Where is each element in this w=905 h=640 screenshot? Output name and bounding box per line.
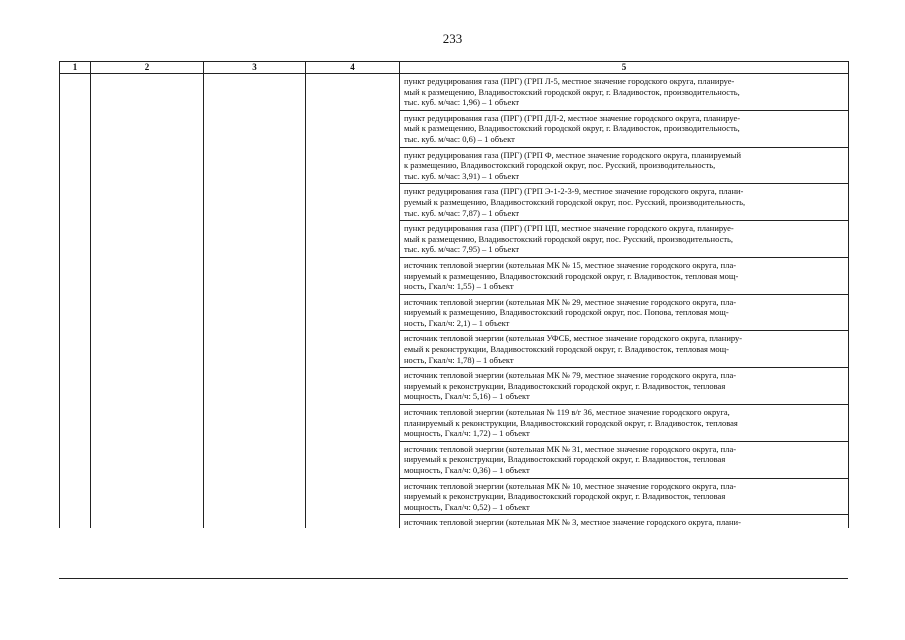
entry-line: нируемый к реконструкции, Владивостокский городской округ, г. Владивосток, тепловая bbox=[404, 380, 726, 391]
entry-line: тыс. куб. м/час: 1,96) – 1 объект bbox=[404, 97, 520, 108]
entry-line: пункт редуцирования газа (ПРГ) (ГРП ЦП, местное значение городского округа, планируе- bbox=[404, 223, 734, 234]
list-item bbox=[400, 515, 848, 528]
entry-line: источник тепловой энергии (котельная МК № 10, местное значение городского округа, пла- bbox=[404, 480, 737, 491]
cell-col-2 bbox=[91, 74, 204, 529]
entry-line: мощность, Гкал/ч: 5,16) – 1 объект bbox=[404, 391, 530, 402]
entry-line: источник тепловой энергии (котельная УФСБ, местное значение городского округа, планиру- bbox=[404, 333, 743, 344]
entry-line: нируемый к размещению, Владивостокский городской округ, пос. Попова, тепловая мощ- bbox=[404, 307, 729, 318]
entry-line: источник тепловой энергии (котельная МК № 15, местное значение городского округа, пла- bbox=[404, 259, 737, 270]
column-header-1: 1 bbox=[60, 62, 91, 74]
entry-line: к размещению, Владивостокский городской округ, пос. Русский, производительность, bbox=[404, 160, 716, 171]
entry-line: источник тепловой энергии (котельная МК № 31, местное значение городского округа, пла- bbox=[404, 443, 737, 454]
entry-line: ность, Гкал/ч: 1,78) – 1 объект bbox=[404, 354, 514, 365]
entry-line: мый к размещению, Владивостокский городской округ, г. Владивосток, производительность, bbox=[404, 123, 740, 134]
table-bottom-border bbox=[59, 578, 848, 579]
entry-line: нируемый к размещению, Владивостокский городской округ, г. Владивосток, тепловая мощ- bbox=[404, 270, 739, 281]
list-item bbox=[400, 258, 848, 295]
column-header-2: 2 bbox=[91, 62, 204, 74]
list-item bbox=[400, 111, 848, 148]
list-item bbox=[400, 368, 848, 405]
entry-line: мый к размещению, Владивостокский городской округ, г. Владивосток, производительность, bbox=[404, 86, 740, 97]
entry-line: ность, Гкал/ч: 2,1) – 1 объект bbox=[404, 317, 510, 328]
list-item bbox=[400, 74, 848, 111]
cell-col-3 bbox=[204, 74, 306, 529]
cell-col-1 bbox=[60, 74, 91, 529]
list-item bbox=[400, 221, 848, 258]
column-header-4: 4 bbox=[306, 62, 400, 74]
list-item bbox=[400, 405, 848, 442]
entries-list bbox=[400, 74, 848, 528]
entry-line: пункт редуцирования газа (ПРГ) (ГРП Э-1-2-3-9, местное значение городского округа, плани- bbox=[404, 186, 744, 197]
entry-line: мый к размещению, Владивостокский городской округ, пос. Русский, производительность, bbox=[404, 233, 734, 244]
list-item bbox=[400, 148, 848, 185]
entry-line: тыс. куб. м/час: 7,87) – 1 объект bbox=[404, 207, 520, 218]
cell-col-4 bbox=[306, 74, 400, 529]
column-header-row bbox=[60, 62, 849, 74]
entry-line: тыс. куб. м/час: 3,91) – 1 объект bbox=[404, 170, 520, 181]
entry-line: емый к реконструкции, Владивостокский городской округ, г. Владивосток, тепловая мощ- bbox=[404, 344, 730, 355]
list-item bbox=[400, 479, 848, 516]
document-table bbox=[59, 61, 849, 528]
entry-line: мощность, Гкал/ч: 1,72) – 1 объект bbox=[404, 428, 530, 439]
entry-line: мощность, Гкал/ч: 0,52) – 1 объект bbox=[404, 501, 530, 512]
column-header-3: 3 bbox=[204, 62, 306, 74]
entry-line: пункт редуцирования газа (ПРГ) (ГРП Л-5, местное значение городского округа, планируе- bbox=[404, 76, 735, 86]
table-row bbox=[60, 74, 849, 529]
entry-line: источник тепловой энергии (котельная МК № 29, местное значение городского округа, пла- bbox=[404, 296, 737, 307]
entry-line: ность, Гкал/ч: 1,55) – 1 объект bbox=[404, 281, 514, 292]
entry-line: мощность, Гкал/ч: 0,36) – 1 объект bbox=[404, 465, 530, 475]
entry-line: нируемый к реконструкции, Владивостокский городской округ, г. Владивосток, тепловая bbox=[404, 491, 726, 502]
entry-line: источник тепловой энергии (котельная № 119 в/г 36, местное значение городского округа, bbox=[404, 407, 730, 418]
cell-col-5 bbox=[400, 74, 849, 529]
entry-line: руемый к размещению, Владивостокский городской округ, пос. Русский, производительность, bbox=[404, 196, 746, 207]
page-number: 233 bbox=[442, 31, 463, 46]
list-item bbox=[400, 331, 848, 368]
entry-line: пункт редуцирования газа (ПРГ) (ГРП Ф, местное значение городского округа, планируемый bbox=[404, 149, 742, 160]
list-item bbox=[400, 442, 848, 479]
list-item bbox=[400, 295, 848, 332]
entry-line: нируемый к реконструкции, Владивостокский городской округ, г. Владивосток, тепловая bbox=[404, 454, 726, 465]
entry-line: тыс. куб. м/час: 0,6) – 1 объект bbox=[404, 133, 515, 144]
entry-line: планируемый к реконструкции, Владивостокский городской округ, г. Владивосток, тепловая bbox=[404, 417, 738, 428]
entry-line: источник тепловой энергии (котельная МК № 79, местное значение городского округа, пла- bbox=[404, 370, 737, 381]
list-item bbox=[400, 184, 848, 221]
entry-line: источник тепловой энергии (котельная МК № 3, местное значение городского округа, плани- bbox=[404, 517, 741, 528]
entry-line: пункт редуцирования газа (ПРГ) (ГРП ДЛ-2, местное значение городского округа, планируе- bbox=[404, 112, 741, 123]
entry-line: тыс. куб. м/час: 7,95) – 1 объект bbox=[404, 244, 520, 255]
column-header-5: 5 bbox=[400, 62, 849, 74]
